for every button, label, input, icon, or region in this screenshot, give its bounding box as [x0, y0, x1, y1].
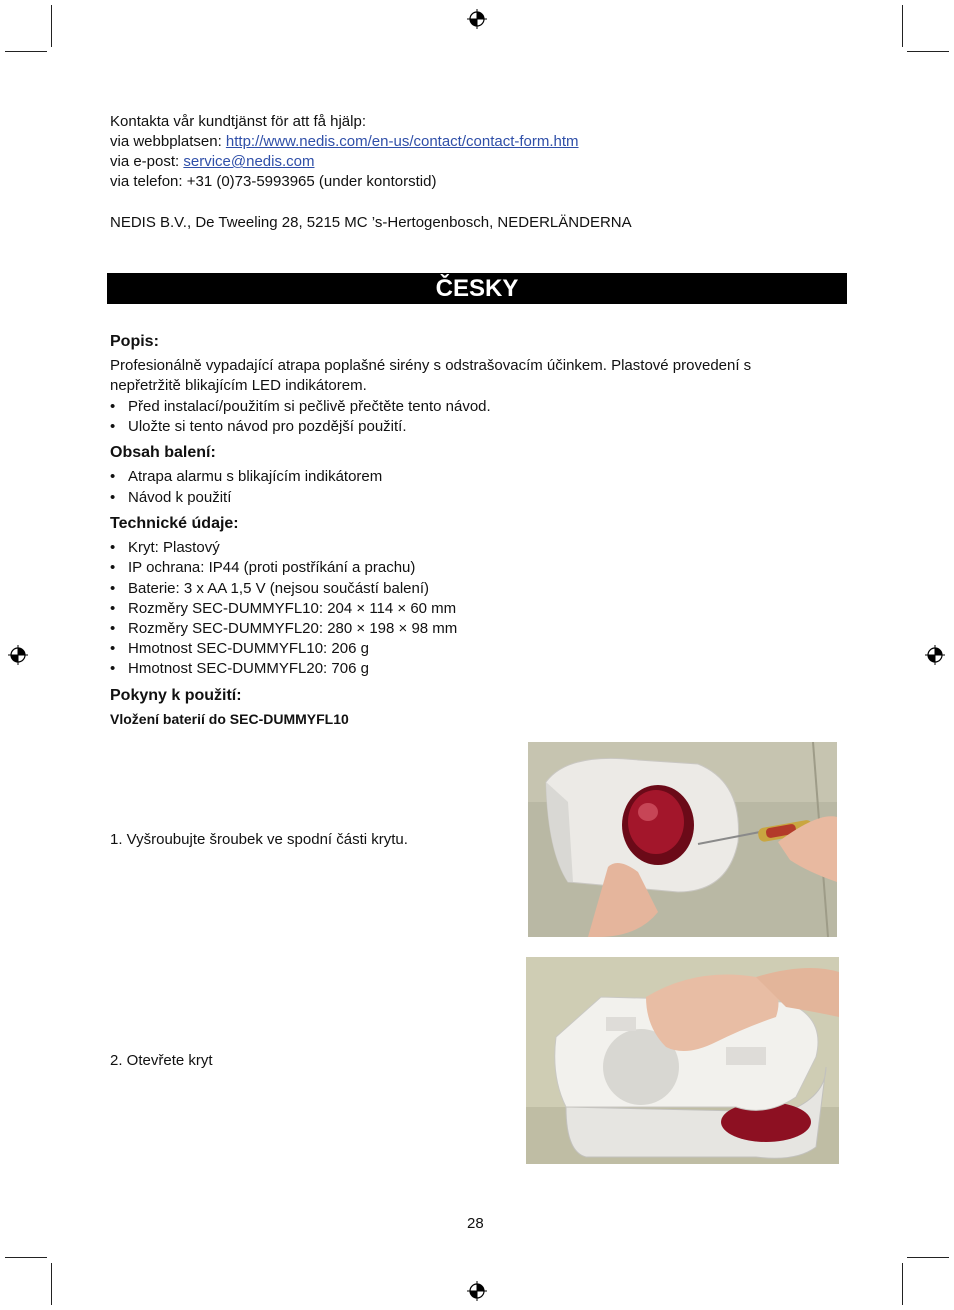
bullet-icon: •	[110, 489, 116, 506]
popis-heading: Popis:	[110, 333, 159, 350]
page-number: 28	[467, 1215, 484, 1232]
bullet-icon: •	[110, 539, 116, 556]
tech-heading: Technické údaje:	[110, 515, 239, 532]
photo-unscrew-cover	[528, 742, 837, 937]
contact-intro: Kontakta vår kundtjänst för att få hjälp:	[110, 113, 366, 130]
section-title-banner: ČESKY	[107, 273, 847, 304]
bullet-icon: •	[110, 468, 116, 485]
contact-address: NEDIS B.V., De Tweeling 28, 5215 MC ’s-Hertogenbosch, NEDERLÄNDERNA	[110, 214, 632, 231]
crop-mark	[907, 1257, 949, 1258]
registration-mark-icon	[8, 645, 28, 665]
contact-web-prefix: via webbplatsen:	[110, 133, 226, 150]
crop-mark	[5, 51, 47, 52]
crop-mark	[51, 1263, 52, 1305]
bullet-icon: •	[110, 398, 116, 415]
crop-mark	[5, 1257, 47, 1258]
crop-mark	[902, 1263, 903, 1305]
popis-paragraph-line2: nepřetržitě blikajícím LED indikátorem.	[110, 377, 367, 394]
bullet-icon: •	[110, 640, 116, 657]
registration-mark-icon	[925, 645, 945, 665]
bullet-icon: •	[110, 600, 116, 617]
step-2-text: 2. Otevřete kryt	[110, 1052, 213, 1069]
crop-mark	[51, 5, 52, 47]
photo-open-cover	[526, 957, 839, 1164]
crop-mark	[907, 51, 949, 52]
registration-mark-icon	[467, 9, 487, 29]
bullet-icon: •	[110, 660, 116, 677]
contact-web-line	[110, 132, 579, 152]
bullet-icon: •	[110, 580, 116, 597]
crop-mark	[902, 5, 903, 47]
registration-mark-icon	[467, 1281, 487, 1301]
obsah-heading: Obsah balení:	[110, 444, 216, 461]
popis-paragraph-line1: Profesionálně vypadající atrapa poplašné sirény s odstrašovacím účinkem. Plastové provedení s	[110, 357, 752, 374]
pokyny-heading: Pokyny k použití:	[110, 687, 242, 704]
bullet-icon: •	[110, 559, 116, 576]
bullet-icon: •	[110, 620, 116, 637]
contact-email-prefix: via e-post:	[110, 153, 184, 170]
contact-email-link[interactable]: service@nedis.com	[183, 153, 315, 170]
pokyny-subheading: Vložení baterií do SEC-DUMMYFL10	[110, 711, 349, 727]
contact-web-link[interactable]: http://www.nedis.com/en-us/contact/contact-form.htm	[225, 133, 579, 150]
contact-email-line	[110, 152, 314, 172]
contact-phone: via telefon: +31 (0)73-5993965 (under kontorstid)	[110, 173, 437, 190]
bullet-icon: •	[110, 418, 116, 435]
step-1-text: 1. Vyšroubujte šroubek ve spodní části krytu.	[110, 831, 408, 848]
